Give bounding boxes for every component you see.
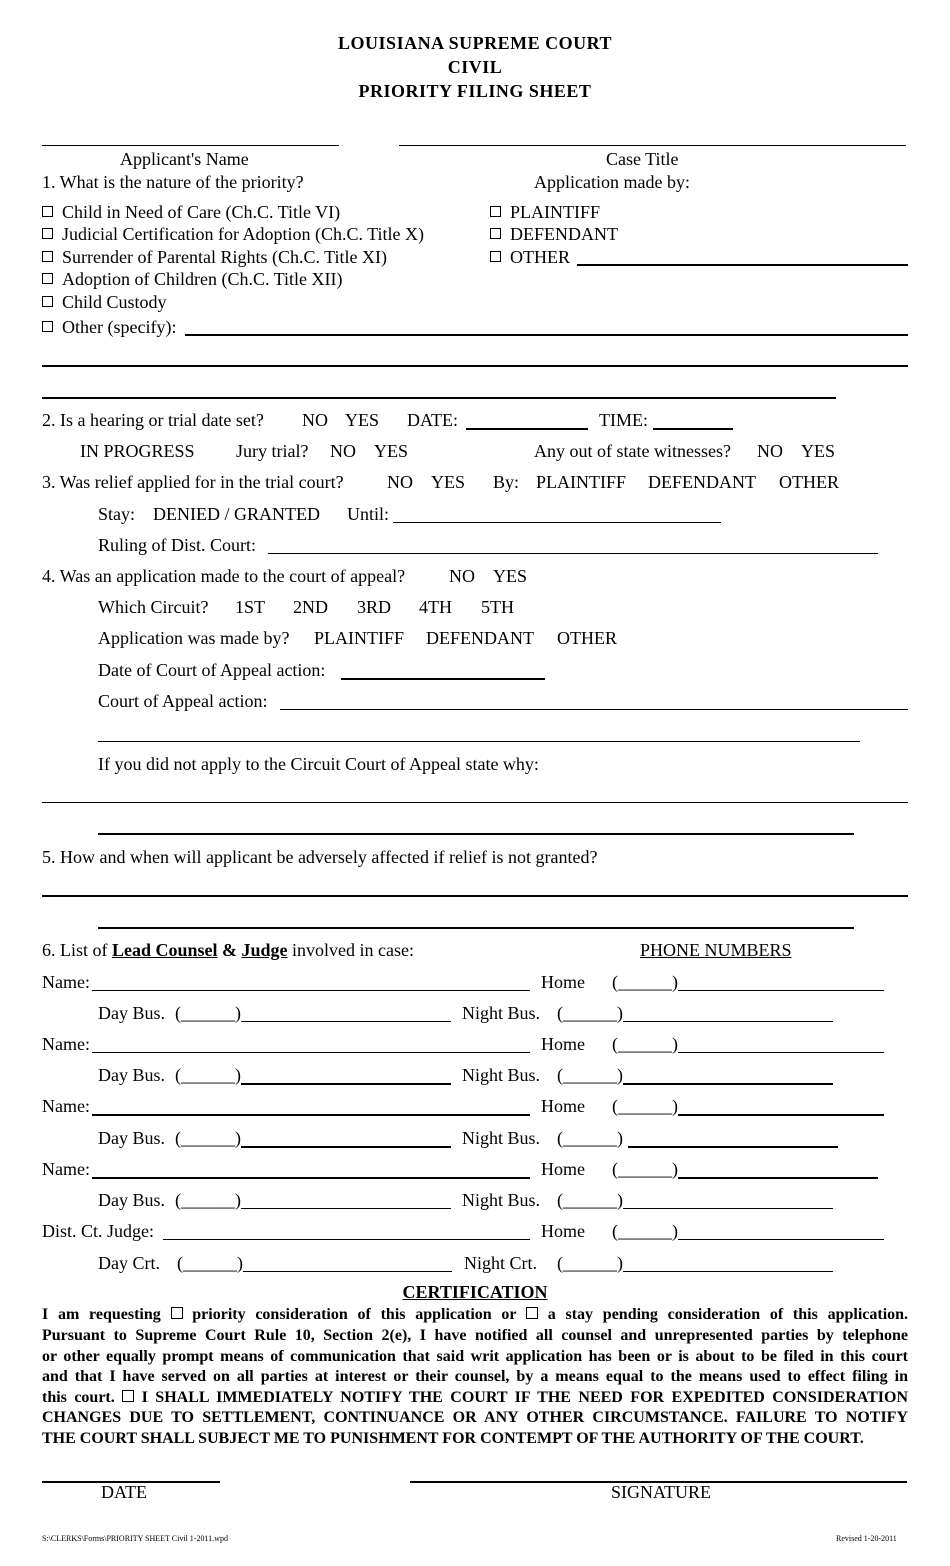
home-label: Home xyxy=(541,972,585,992)
q2-question: 2. Is a hearing or trial date set? xyxy=(42,410,264,430)
certification-line-5: this court. I SHALL IMMEDIATELY NOTIFY THE COURT IF THE NEED FOR EXPEDITED CONSIDERATION xyxy=(42,1389,909,1406)
q2-time-label: TIME: xyxy=(599,410,648,430)
made-by-plaintiff[interactable]: PLAINTIFF xyxy=(490,203,600,221)
day-crt-phone-field[interactable] xyxy=(243,1271,452,1272)
day-bus-phone-field[interactable] xyxy=(241,1021,451,1022)
q3-stay-label: Stay: xyxy=(98,504,136,524)
home-area-code[interactable]: (______) xyxy=(612,1159,678,1179)
day-bus-phone-field[interactable] xyxy=(241,1208,451,1209)
q2-jury-no[interactable]: NO xyxy=(330,441,356,461)
dist-judge-field[interactable] xyxy=(163,1239,530,1240)
q3-ruling-field[interactable] xyxy=(268,553,878,554)
q4-yes[interactable]: YES xyxy=(493,566,528,586)
home-label: Home xyxy=(541,1159,585,1179)
home-phone-field[interactable] xyxy=(678,1239,884,1240)
night-bus-area-code[interactable]: (______) xyxy=(557,1128,623,1148)
q5-field[interactable] xyxy=(42,895,908,897)
q3-other[interactable]: OTHER xyxy=(779,472,839,492)
q4-question: 4. Was an application made to the court of appeal? xyxy=(42,566,406,586)
q4-circuit-4[interactable]: 4TH xyxy=(419,597,452,617)
q2-date-label: DATE: xyxy=(407,410,458,430)
checkbox-icon[interactable] xyxy=(490,251,501,262)
q1-option-4[interactable]: Adoption of Children (Ch.C. Title XII) xyxy=(42,270,343,288)
q4-circuit-3[interactable]: 3RD xyxy=(357,597,392,617)
checkbox-icon[interactable] xyxy=(42,321,53,332)
q3-no[interactable]: NO xyxy=(387,472,413,492)
q4-which-circuit-label: Which Circuit? xyxy=(98,597,209,617)
certification-line-4: and that I have served on all parties at interest or their counsel, by a means equal to the means used to effect filing in xyxy=(42,1368,908,1385)
other-specify-field[interactable] xyxy=(185,334,908,336)
night-bus-label: Night Bus. xyxy=(462,1065,541,1085)
q1-option-5[interactable]: Child Custody xyxy=(42,293,167,311)
night-bus-label: Night Bus. xyxy=(462,1003,541,1023)
home-area-code[interactable]: (______) xyxy=(612,972,678,992)
q4-circuit-5[interactable]: 5TH xyxy=(481,597,514,617)
checkbox-icon[interactable] xyxy=(42,296,53,307)
night-crt-phone-field[interactable] xyxy=(623,1271,833,1272)
checkbox-icon[interactable] xyxy=(42,251,53,262)
stay-checkbox[interactable] xyxy=(526,1307,538,1319)
home-phone-field[interactable] xyxy=(678,1052,884,1053)
made-by-label: Application made by: xyxy=(534,172,690,192)
priority-checkbox[interactable] xyxy=(171,1307,183,1319)
q1-option-1[interactable]: Child in Need of Care (Ch.C. Title VI) xyxy=(42,203,340,221)
q3-question: 3. Was relief applied for in the trial court? xyxy=(42,472,344,492)
certification-line-7: THE COURT SHALL SUBJECT ME TO PUNISHMENT FOR CONTEMPT OF THE AUTHORITY OF THE COURT. xyxy=(42,1430,864,1447)
q2-no[interactable]: NO xyxy=(302,410,328,430)
q1-option-2[interactable]: Judicial Certification for Adoption (Ch.C. Title X) xyxy=(42,225,424,243)
q3-ruling-label: Ruling of Dist. Court: xyxy=(98,535,257,555)
night-bus-label: Night Bus. xyxy=(462,1190,541,1210)
q2-yes[interactable]: YES xyxy=(345,410,380,430)
q4-why-label: If you did not apply to the Circuit Court of Appeal state why: xyxy=(98,754,539,774)
q3-yes[interactable]: YES xyxy=(431,472,466,492)
day-bus-phone-field[interactable] xyxy=(241,1083,451,1085)
form-type: CIVIL xyxy=(447,57,503,77)
night-bus-area-code[interactable]: (______) xyxy=(557,1065,623,1085)
name-field[interactable] xyxy=(92,1114,530,1116)
footer-revised: Revised 1-20-2011 xyxy=(836,1534,897,1543)
notify-checkbox[interactable] xyxy=(122,1390,134,1402)
night-bus-area-code[interactable]: (______) xyxy=(557,1190,623,1210)
q2-jury-yes[interactable]: YES xyxy=(374,441,409,461)
q3-denied-granted[interactable]: DENIED / GRANTED xyxy=(153,504,320,524)
other-specify-line-3[interactable] xyxy=(42,397,836,399)
home-phone-field[interactable] xyxy=(678,1177,878,1179)
day-bus-label: Day Bus. xyxy=(98,1065,165,1085)
day-bus-label: Day Bus. xyxy=(98,1190,165,1210)
lead-counsel-label: Lead Counsel xyxy=(112,940,218,960)
form-title: PRIORITY FILING SHEET xyxy=(358,81,592,101)
q4-other[interactable]: OTHER xyxy=(557,628,617,648)
q4-why-field[interactable] xyxy=(42,802,908,803)
q2-time-field[interactable] xyxy=(653,428,733,430)
q4-action-line-2[interactable] xyxy=(98,741,860,742)
night-bus-phone-field[interactable] xyxy=(623,1083,833,1085)
home-area-code[interactable]: (______) xyxy=(612,1096,678,1116)
day-bus-phone-field[interactable] xyxy=(241,1146,451,1148)
home-phone-field[interactable] xyxy=(678,990,884,991)
certification-line-3: or other equally prompt means of communication that said writ application has been or is about to be filed in this court xyxy=(42,1348,908,1365)
name-label: Name: xyxy=(42,972,90,992)
court-name: LOUISIANA SUPREME COURT xyxy=(338,33,612,53)
certification-line-2: Pursuant to Supreme Court Rule 10, Section 2(e), I have notified all counsel and unrepresented parties by telephone xyxy=(42,1327,908,1344)
q4-made-by-label: Application was made by? xyxy=(98,628,290,648)
name-field[interactable] xyxy=(92,1177,530,1179)
home-label: Home xyxy=(541,1221,585,1241)
night-bus-phone-field[interactable] xyxy=(623,1208,833,1209)
q4-circuit-2[interactable]: 2ND xyxy=(293,597,328,617)
day-bus-area-code[interactable]: (______) xyxy=(175,1190,241,1210)
checkbox-icon[interactable] xyxy=(42,228,53,239)
home-area-code[interactable]: (______) xyxy=(612,1221,678,1241)
dist-judge-label: Dist. Ct. Judge: xyxy=(42,1221,155,1241)
checkbox-icon[interactable] xyxy=(42,273,53,284)
date-label: DATE xyxy=(101,1482,147,1502)
checkbox-icon[interactable] xyxy=(42,206,53,217)
day-bus-area-code[interactable]: (______) xyxy=(175,1128,241,1148)
q2-witnesses-label: Any out of state witnesses? xyxy=(534,441,731,461)
phone-numbers-heading: PHONE NUMBERS xyxy=(640,940,792,960)
name-label: Name: xyxy=(42,1096,90,1116)
made-by-other-field[interactable] xyxy=(577,264,908,266)
q5-question: 5. How and when will applicant be adversely affected if relief is not granted? xyxy=(42,847,598,867)
q1-option-3[interactable]: Surrender of Parental Rights (Ch.C. Title XI) xyxy=(42,248,387,266)
q6-heading: 6. List of Lead Counsel & Judge involved in case: xyxy=(42,940,415,960)
q1-question: 1. What is the nature of the priority? xyxy=(42,172,304,192)
q4-date-action-field[interactable] xyxy=(341,678,545,680)
q4-date-action-label: Date of Court of Appeal action: xyxy=(98,660,326,680)
q3-by-label: By: xyxy=(493,472,520,492)
q2-witnesses-no[interactable]: NO xyxy=(757,441,783,461)
day-bus-area-code[interactable]: (______) xyxy=(175,1065,241,1085)
night-bus-phone-field[interactable] xyxy=(628,1146,838,1148)
checkbox-icon[interactable] xyxy=(490,206,501,217)
night-bus-area-code[interactable]: (______) xyxy=(557,1003,623,1023)
night-bus-label: Night Bus. xyxy=(462,1128,541,1148)
name-label: Name: xyxy=(42,1159,90,1179)
checkbox-icon[interactable] xyxy=(490,228,501,239)
signature-label: SIGNATURE xyxy=(611,1482,712,1502)
q2-jury-label: Jury trial? xyxy=(236,441,309,461)
case-title-field[interactable] xyxy=(399,145,906,146)
q3-defendant[interactable]: DEFENDANT xyxy=(648,472,756,492)
day-bus-area-code[interactable]: (______) xyxy=(175,1003,241,1023)
q4-defendant[interactable]: DEFENDANT xyxy=(426,628,534,648)
night-crt-area-code[interactable]: (______) xyxy=(557,1253,623,1273)
case-title-label: Case Title xyxy=(606,149,679,169)
q2-in-progress[interactable]: IN PROGRESS xyxy=(80,441,195,461)
q2-witnesses-yes[interactable]: YES xyxy=(801,441,836,461)
certification-line-6: CHANGES DUE TO SETTLEMENT, CONTINUANCE OR ANY OTHER CIRCUMSTANCE. FAILURE TO NOTIFY xyxy=(42,1409,908,1426)
footer-file-path: S:\CLERKS\Forms\PRIORITY SHEET Civil 1-2011.wpd xyxy=(42,1534,228,1543)
name-field[interactable] xyxy=(92,990,530,991)
made-by-defendant[interactable]: DEFENDANT xyxy=(490,225,618,243)
q4-why-line-2[interactable] xyxy=(98,833,854,835)
day-bus-label: Day Bus. xyxy=(98,1128,165,1148)
name-label: Name: xyxy=(42,1034,90,1054)
q4-plaintiff[interactable]: PLAINTIFF xyxy=(314,628,405,648)
judge-label: Judge xyxy=(241,940,288,960)
home-label: Home xyxy=(541,1096,585,1116)
q4-no[interactable]: NO xyxy=(449,566,475,586)
q2-date-field[interactable] xyxy=(466,428,588,430)
q5-line-2[interactable] xyxy=(98,927,854,929)
applicant-name-field[interactable] xyxy=(42,145,339,146)
q3-until-field[interactable] xyxy=(393,522,721,523)
home-phone-field[interactable] xyxy=(678,1114,884,1116)
name-field[interactable] xyxy=(92,1052,530,1053)
made-by-other[interactable]: OTHER xyxy=(490,248,570,266)
other-specify-line-2[interactable] xyxy=(42,365,908,367)
night-bus-phone-field[interactable] xyxy=(623,1021,833,1022)
certification-line-1: I am requesting priority consideration of this application or a stay pending consideration of this application. xyxy=(42,1306,909,1323)
q3-until-label: Until: xyxy=(347,504,390,524)
q3-plaintiff[interactable]: PLAINTIFF xyxy=(536,472,627,492)
home-label: Home xyxy=(541,1034,585,1054)
q1-option-6[interactable]: Other (specify): xyxy=(42,318,176,336)
night-crt-label: Night Crt. xyxy=(464,1253,538,1273)
day-crt-area-code[interactable]: (______) xyxy=(177,1253,243,1273)
q4-circuit-1[interactable]: 1ST xyxy=(235,597,266,617)
applicant-name-label: Applicant's Name xyxy=(120,149,249,169)
home-area-code[interactable]: (______) xyxy=(612,1034,678,1054)
day-bus-label: Day Bus. xyxy=(98,1003,165,1023)
q4-action-field[interactable] xyxy=(280,709,908,710)
q4-action-label: Court of Appeal action: xyxy=(98,691,268,711)
certification-heading: CERTIFICATION xyxy=(402,1282,548,1302)
day-crt-label: Day Crt. xyxy=(98,1253,160,1273)
